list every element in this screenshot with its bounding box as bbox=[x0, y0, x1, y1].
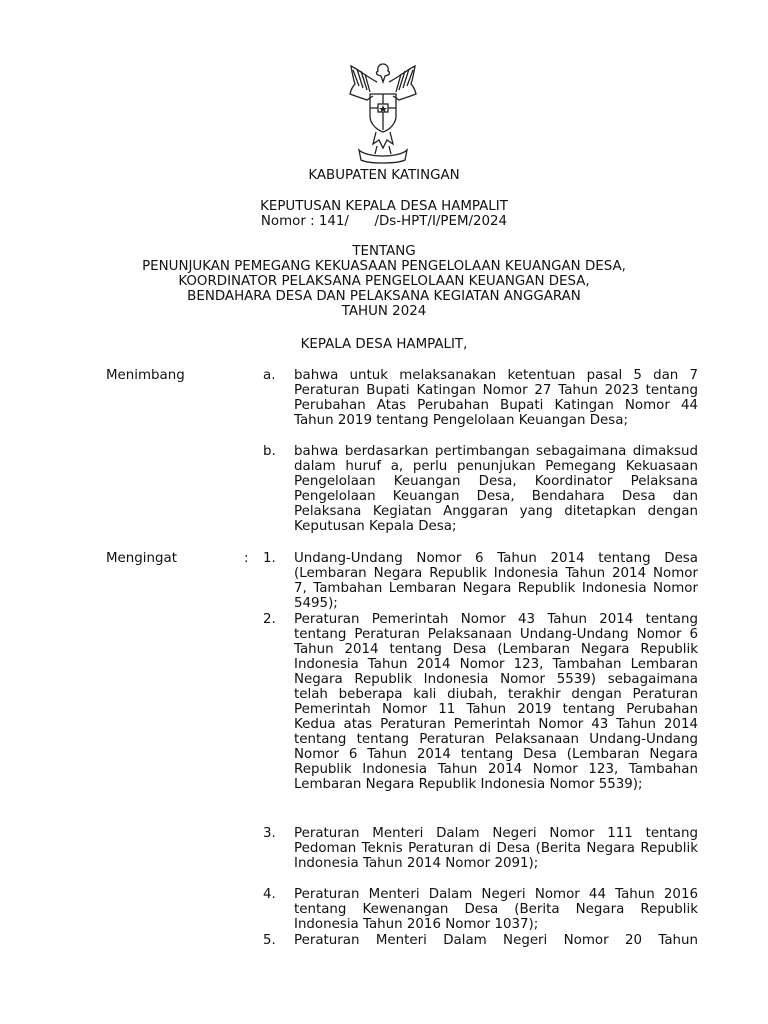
decree-number: Nomor : 141/ /Ds-HPT/I/PEM/2024 bbox=[260, 214, 508, 229]
decree-heading bbox=[0, 199, 768, 229]
item-marker: a. bbox=[263, 368, 276, 383]
item-marker: 5. bbox=[263, 933, 276, 948]
regency-name: KABUPATEN KATINGAN bbox=[308, 168, 460, 183]
item-text: bahwa berdasarkan pertimbangan sebagaimana dimaksud dalam huruf a, perlu penunjukan Pemegang Kekuasaan Pengelolaan Keuangan Desa, Koordinator Pelaksana Pengelolaan Keuangan Desa, Bendahara Desa dan Pelaksana Kegiatan Anggaran yang ditetapkan dengan Keputusan Kepala Desa; bbox=[294, 444, 698, 534]
decree-title: KEPUTUSAN KEPALA DESA HAMPALIT bbox=[260, 199, 508, 214]
item-text: Peraturan Menteri Dalam Negeri Nomor 44 Tahun 2016 tentang Kewenangan Desa (Berita Negara Republik Indonesia Tahun 2016 Nomor 1037); bbox=[294, 887, 698, 932]
list-item bbox=[263, 551, 698, 611]
item-text: Peraturan Pemerintah Nomor 43 Tahun 2014 tentang tentang Peraturan Pelaksanaan Undang-Undang Nomor 6 Tahun 2014 tentang Desa (Lembaran Negara Republik Indonesia Tahun 2014 Nomor 123, Tambahan Lembaran Negara Republik Indonesia Nomor 5539) sebagaimana telah beberapa kali diubah, terakhir dengan Peraturan Pemerintah Nomor 11 Tahun 2019 tentang Perubahan Kedua atas Peraturan Pemerintah Nomor 43 Tahun 2014 tentang tentang Peraturan Pelaksanaan Undang-Undang Nomor 6 Tahun 2014 tentang Desa (Lembaran Negara Republik Indonesia Tahun 2014 Nomor 123, Tambahan Lembaran Negara Republik Indonesia Nomor 5539); bbox=[294, 612, 698, 792]
item-text: bahwa untuk melaksanakan ketentuan pasal 5 dan 7 Peraturan Bupati Katingan Nomor 27 Tahun 2023 tentang Perubahan Atas Perubahan Bupati Katingan Nomor 44 Tahun 2019 tentang Pengelolaan Keuangan Desa; bbox=[294, 368, 698, 428]
title-block bbox=[0, 168, 768, 183]
item-text: Undang-Undang Nomor 6 Tahun 2014 tentang Desa (Lembaran Negara Republik Indonesia Tahun 2014 Nomor 7, Tambahan Lembaran Negara Republik Indonesia Nomor 5495); bbox=[294, 551, 698, 611]
subject-line: TAHUN 2024 bbox=[341, 304, 427, 319]
issuer-block bbox=[0, 337, 768, 352]
issuer: KEPALA DESA HAMPALIT, bbox=[300, 337, 468, 352]
subject-line: BENDAHARA DESA DAN PELAKSANA KEGIATAN ANGGARAN bbox=[187, 289, 581, 304]
mengingat-label: Mengingat bbox=[106, 551, 177, 566]
list-item bbox=[263, 612, 698, 792]
item-text: Peraturan Menteri Dalam Negeri Nomor 20 Tahun bbox=[294, 933, 698, 948]
item-text: Peraturan Menteri Dalam Negeri Nomor 111 tentang Pedoman Teknis Peraturan di Desa (Berita Negara Republik Indonesia Tahun 2014 Nomor 2091); bbox=[294, 826, 698, 871]
item-marker: 1. bbox=[263, 551, 276, 566]
item-marker: b. bbox=[263, 444, 276, 459]
list-item bbox=[263, 933, 698, 948]
mengingat-colon: : bbox=[244, 551, 249, 566]
list-item bbox=[263, 826, 698, 871]
item-marker: 2. bbox=[263, 612, 276, 627]
item-marker: 3. bbox=[263, 826, 276, 841]
list-item bbox=[263, 368, 698, 428]
subject-line: PENUNJUKAN PEMEGANG KEKUASAAN PENGELOLAAN KEUANGAN DESA, bbox=[142, 259, 626, 274]
list-item bbox=[263, 887, 698, 932]
subject-line: KOORDINATOR PELAKSANA PENGELOLAAN KEUANGAN DESA, bbox=[178, 274, 590, 289]
menimbang-label: Menimbang bbox=[106, 368, 185, 383]
about-label: TENTANG bbox=[352, 244, 416, 259]
decree-subject bbox=[0, 244, 768, 319]
garuda-pancasila-emblem-icon bbox=[343, 60, 423, 164]
item-marker: 4. bbox=[263, 887, 276, 902]
list-item bbox=[263, 444, 698, 534]
